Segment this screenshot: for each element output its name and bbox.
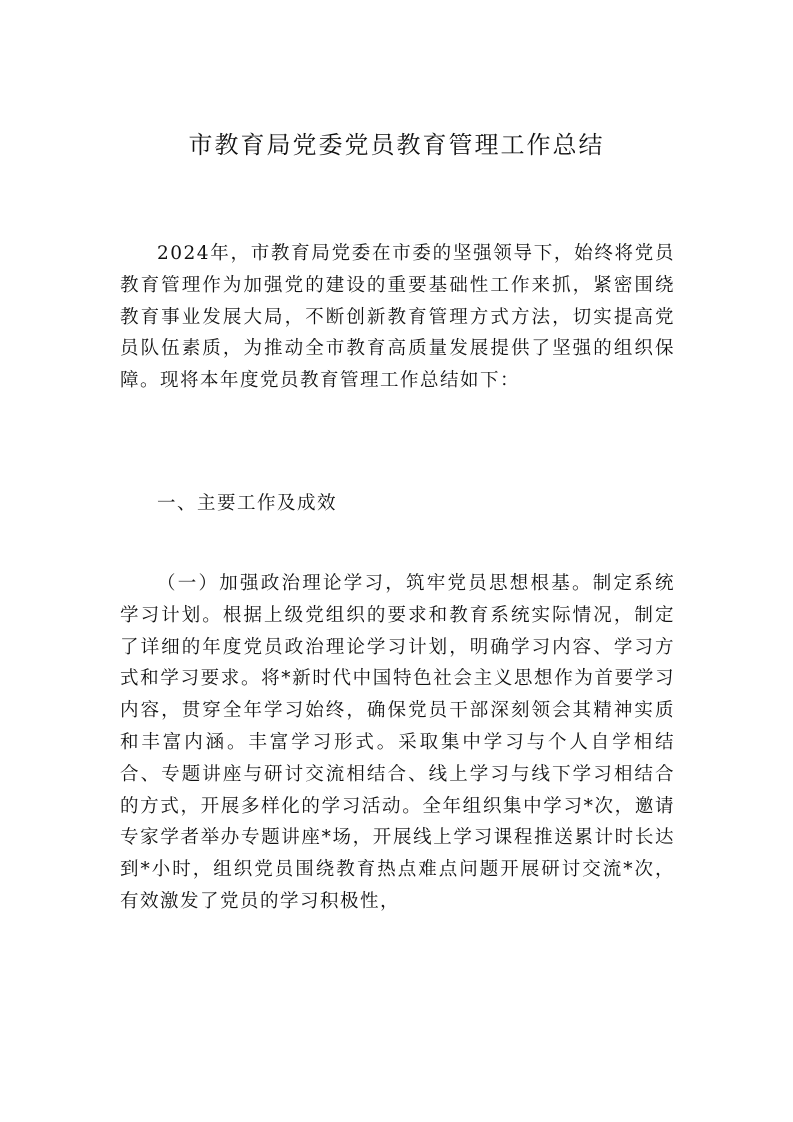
section-paragraph: （一）加强政治理论学习，筑牢党员思想根基。制定系统学习计划。根据上级党组织的要求和教育系统实际情况，制定了详细的年度党员政治理论学习计划，明确学习内容、学习方式和学习要求。将*新时代中国特色社会主义思想作为首要学习内容，贯穿全年学习始终，确保党员干部深刻领会其精神实质和丰富内涵。丰富学习形式。采取集中学习与个人自学相结合、专题讲座与研讨交流相结合、线上学习与线下学习相结合的方式，开展多样化的学习活动。全年组织集中学习*次，邀请专家学者举办专题讲座*场，开展线上学习课程推送累计时长达到*小时，组织党员围绕教育热点难点问题开展研讨交流*次，有效激发了党员的学习积极性， — [120, 573, 675, 912]
document-title: 市教育局党委党员教育管理工作总结 — [188, 131, 605, 159]
section-heading: 一、主要工作及成效 — [157, 493, 338, 514]
intro-paragraph: 2024年，市教育局党委在市委的坚强领导下，始终将党员教育管理作为加强党的建设的重要基础性工作来抓，紧密围绕教育事业发展大局，不断创新教育管理方式方法，切实提高党员队伍素质，为推动全市教育高质量发展提供了坚强的组织保障。现将本年度党员教育管理工作总结如下： — [120, 243, 675, 392]
